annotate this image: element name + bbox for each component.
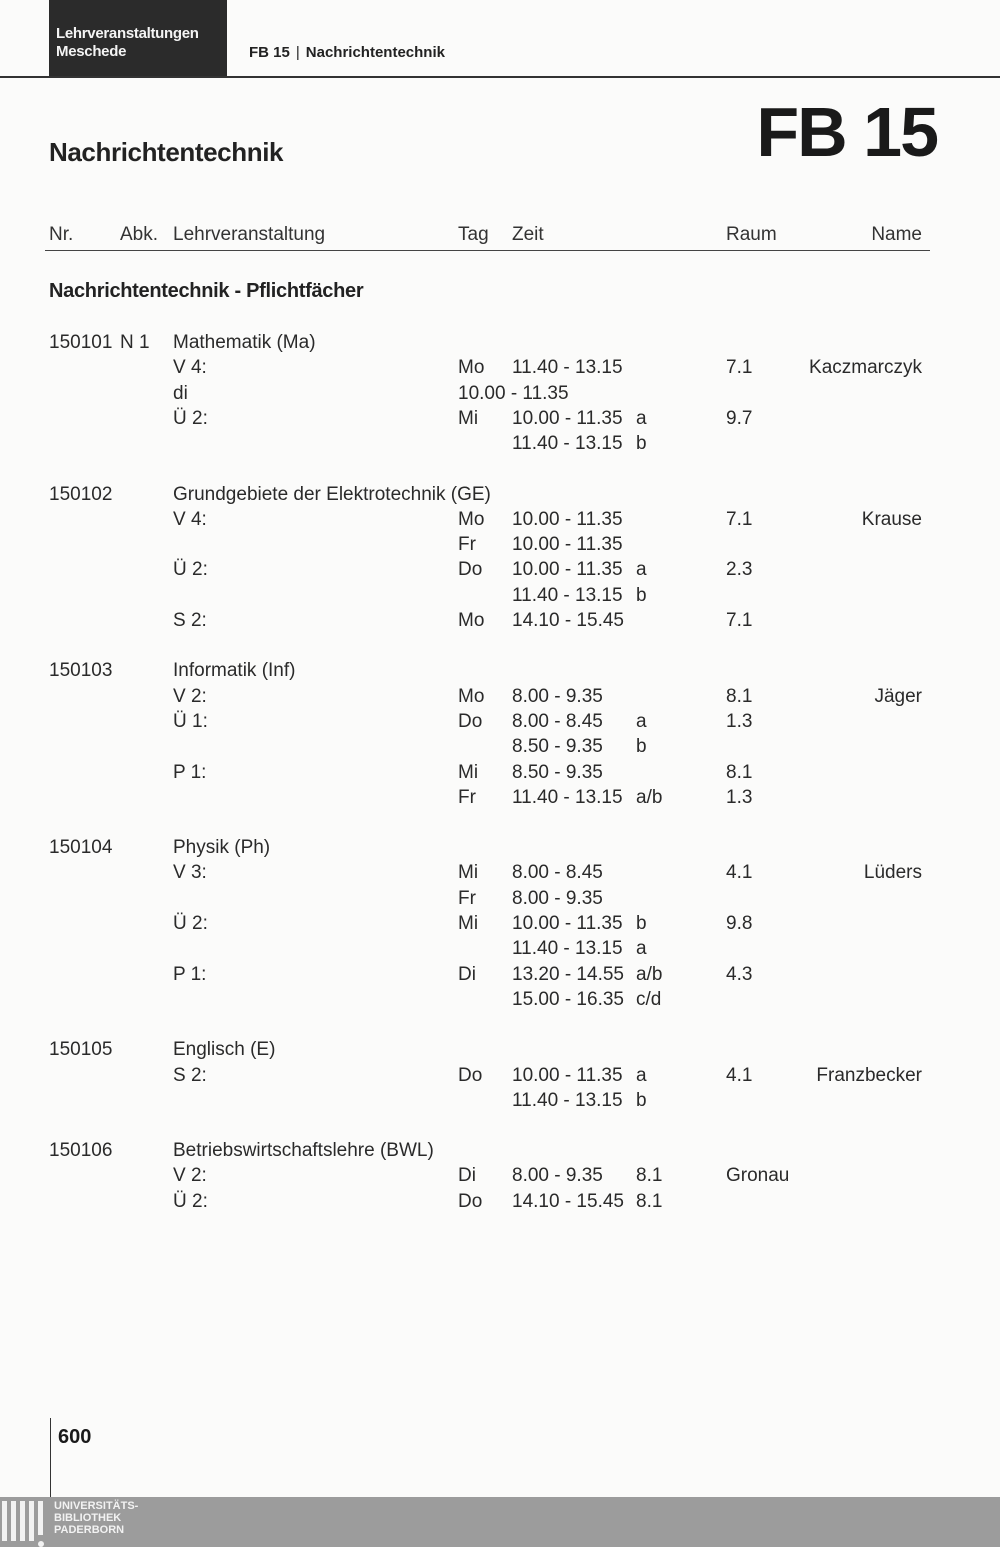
session-group: a/b [636, 963, 663, 985]
session-type: Ü 2: [173, 913, 208, 934]
session-day: Mi [458, 761, 479, 783]
header-box [49, 0, 227, 77]
header-box-line1: Lehrveranstaltungen [56, 25, 199, 42]
lecturer-name: Kaczmarczyk [809, 357, 922, 379]
column-header-lehrveranstaltung: Lehrveranstaltung [173, 224, 326, 245]
header-rule [0, 76, 1000, 78]
session-time: 11.40 - 13.15 [512, 1089, 623, 1111]
course-title: Informatik (Inf) [173, 660, 296, 682]
column-header-raum: Raum [726, 224, 777, 245]
session-type: V 4: [173, 508, 207, 530]
course-title: Physik (Ph) [173, 837, 271, 859]
session-type: Ü 1: [173, 710, 208, 732]
session-group: b [636, 1089, 647, 1111]
page-number: 600 [58, 1426, 92, 1448]
session-day: Do [458, 1190, 483, 1212]
session-time: 8.00 - 8.45 [512, 710, 603, 732]
session-time: 10.00 - 11.35 [512, 1064, 623, 1086]
course-title: Englisch (E) [173, 1039, 276, 1061]
course-abbreviation: N 1 [120, 332, 150, 353]
session-day: Fr [458, 534, 476, 556]
session-type: V 2: [173, 1165, 207, 1187]
session-type: P 1: [173, 963, 207, 985]
library-line2: BIBLIOTHEK [54, 1512, 122, 1524]
lecturer-name: Jäger [874, 685, 922, 707]
header-box-line2: Meschede [56, 43, 127, 60]
session-time: 10.00 - 11.35 [512, 508, 623, 530]
course-number: 150106 [49, 1140, 113, 1162]
session-day: Mi [458, 862, 479, 884]
page-title: Nachrichtentechnik [49, 137, 284, 167]
session-room: 9.8 [726, 913, 753, 934]
course-title: Grundgebiete der Elektrotechnik (GE) [173, 483, 491, 505]
session-room: Gronau [726, 1165, 790, 1187]
session-day: Mi [458, 913, 479, 934]
session-time: 8.00 - 8.45 [512, 862, 603, 884]
session-day: Do [458, 559, 483, 581]
session-day: Mo [458, 610, 485, 631]
session-day: Mi [458, 407, 479, 429]
session-type: Ü 2: [173, 1190, 208, 1212]
session-type: V 3: [173, 862, 207, 884]
session-room: 8.1 [726, 761, 753, 783]
footer-rule [50, 1418, 51, 1500]
session-time: 11.40 - 13.15 [512, 584, 623, 606]
breadcrumb [249, 44, 445, 61]
session-time: 15.00 - 16.35 [512, 988, 624, 1010]
session-group: b [636, 913, 647, 934]
session-group: b [636, 584, 647, 606]
course-number: 150105 [49, 1039, 113, 1061]
column-header-nr: Nr. [49, 224, 74, 245]
session-type: P 1: [173, 761, 207, 783]
session-type: V 2: [173, 685, 207, 707]
session-room: 2.3 [726, 559, 753, 581]
breadcrumb-fb: FB 15 [249, 44, 290, 61]
session-group: a [636, 710, 647, 732]
fb-label: FB 15 [756, 93, 937, 171]
session-room: 8.1 [726, 685, 753, 707]
session-room: 1.3 [726, 710, 753, 732]
session-time: 10.00 - 11.35 [512, 559, 623, 581]
course-number: 150101 [49, 332, 113, 353]
session-day: Di [458, 963, 476, 985]
course-number: 150102 [49, 483, 113, 505]
session-time: 11.40 - 13.15 [512, 786, 623, 808]
session-group: a [636, 407, 647, 429]
session-time: 8.50 - 9.35 [512, 761, 603, 783]
session-type: di [173, 382, 188, 404]
session-room: 9.7 [726, 407, 753, 429]
course-title: Betriebswirtschaftslehre (BWL) [173, 1140, 434, 1162]
course-number: 150103 [49, 660, 113, 682]
session-room: 4.3 [726, 963, 753, 985]
session-day: Do [458, 1064, 483, 1086]
session-day: Fr [458, 887, 476, 909]
session-group: a [636, 938, 647, 960]
session-type: Ü 2: [173, 559, 208, 581]
session-time: 10.00 - 11.35 [512, 534, 623, 556]
session-type: S 2: [173, 610, 207, 631]
session-type: S 2: [173, 1064, 207, 1086]
session-room: 4.1 [726, 1064, 753, 1086]
session-group: a [636, 1064, 647, 1086]
column-rule [45, 250, 930, 251]
session-time: 8.00 - 9.35 [512, 1165, 603, 1187]
library-logo-icon [0, 1501, 48, 1541]
session-room: 7.1 [726, 508, 753, 530]
session-time: 10.00 - 11.35 [512, 913, 623, 934]
session-day: Mo [458, 685, 485, 707]
column-header-name: Name [871, 224, 922, 245]
breadcrumb-title: Nachrichtentechnik [305, 44, 445, 61]
session-time: 8.00 - 9.35 [512, 887, 603, 909]
session-day: Do [458, 710, 483, 732]
session-group: a [636, 559, 647, 581]
course-number: 150104 [49, 837, 113, 859]
session-group: b [636, 736, 647, 758]
session-time: 11.40 - 13.15 [512, 433, 623, 455]
lecturer-name: Krause [861, 508, 922, 530]
session-group: a/b [636, 786, 663, 808]
session-group: b [636, 433, 647, 455]
library-banner [0, 1497, 1000, 1547]
column-header-tag: Tag [458, 224, 489, 245]
session-time: 13.20 - 14.55 [512, 963, 624, 985]
session-group: 8.1 [636, 1190, 663, 1212]
session-day: Mo [458, 508, 485, 530]
session-day: Di [458, 1165, 476, 1187]
column-header-abk: Abk. [120, 224, 159, 245]
session-time: 10.00 - 11.35 [512, 407, 623, 429]
column-header-zeit: Zeit [512, 224, 544, 245]
session-room: 1.3 [726, 786, 753, 808]
session-day: Mo [458, 357, 485, 379]
session-type: Ü 2: [173, 407, 208, 429]
library-line1: UNIVERSITÄTS- [54, 1500, 139, 1512]
library-line3: PADERBORN [54, 1524, 125, 1536]
library-name [54, 1500, 138, 1536]
session-time: 8.00 - 9.35 [512, 685, 603, 707]
section-title: Nachrichtentechnik - Pflichtfächer [49, 280, 364, 302]
lecturer-name: Lüders [863, 862, 922, 884]
session-type: V 4: [173, 357, 207, 379]
session-time: 11.40 - 13.15 [512, 938, 623, 960]
session-room: 7.1 [726, 610, 753, 631]
session-group: c/d [636, 988, 662, 1010]
session-day: 10.00 - 11.35 [458, 382, 569, 404]
session-time: 14.10 - 15.45 [512, 1190, 624, 1212]
breadcrumb-separator: | [295, 44, 300, 61]
session-day: Fr [458, 786, 476, 808]
session-group: 8.1 [636, 1165, 663, 1187]
lecturer-name: Franzbecker [816, 1064, 922, 1086]
session-time: 8.50 - 9.35 [512, 736, 603, 758]
session-time: 11.40 - 13.15 [512, 357, 623, 379]
session-time: 14.10 - 15.45 [512, 610, 624, 631]
session-room: 4.1 [726, 862, 753, 884]
session-room: 7.1 [726, 357, 753, 379]
course-title: Mathematik (Ma) [173, 332, 316, 353]
